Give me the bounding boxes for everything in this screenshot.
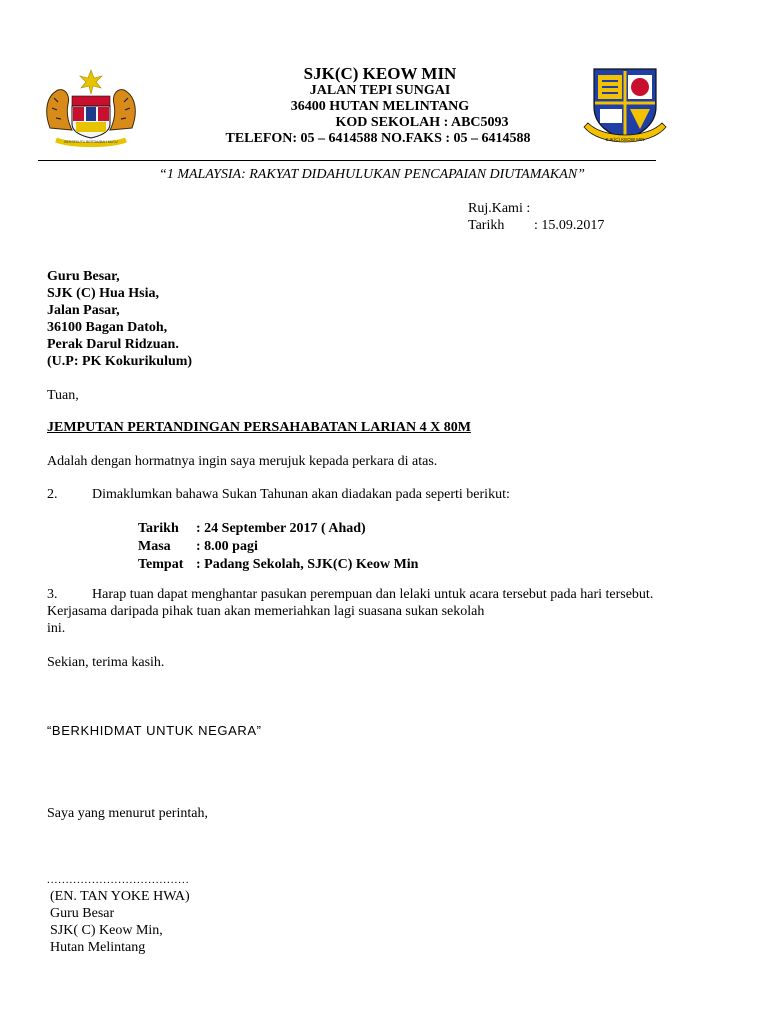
paragraph-3-line3: ini.: [47, 621, 66, 636]
detail-label: Tarikh: [138, 521, 179, 536]
reference-label: Ruj.Kami :: [468, 201, 531, 216]
logo-banner-text: SJK(C) KEOW MIN: [605, 137, 645, 142]
crest-motto-text: BERSEKUTU BERTAMBAH MUTU: [64, 140, 118, 144]
slogan: “1 MALAYSIA: RAKYAT DIDAHULUKAN PENCAPAIAN DIUTAMAKAN”: [159, 167, 585, 182]
recipient-line: 36100 Bagan Datoh,: [47, 320, 168, 335]
paragraph-3-line1: Harap tuan dapat menghantar pasukan perempuan dan lelaki untuk acara tersebut pada hari tersebut.: [92, 587, 654, 602]
school-name: SJK(C) KEOW MIN: [303, 64, 457, 83]
date-label: Tarikh: [468, 218, 505, 233]
school-code: KOD SEKOLAH : ABC5093: [335, 115, 509, 130]
paragraph-3-number: 3.: [47, 587, 58, 602]
phone-fax: TELEFON: 05 – 6414588 NO.FAKS : 05 – 6414588: [225, 131, 531, 146]
sign-off: Saya yang menurut perintah,: [47, 806, 208, 821]
signatory-line: (EN. TAN YOKE HWA): [50, 889, 190, 904]
detail-value: : 8.00 pagi: [196, 539, 258, 554]
event-details: [138, 520, 422, 574]
closing-line: Sekian, terima kasih.: [47, 655, 165, 670]
detail-row: [138, 556, 422, 574]
address-line1: JALAN TEPI SUNGAI: [309, 83, 451, 98]
recipient-line: (U.P: PK Kokurikulum): [47, 354, 193, 369]
paragraph-1: Adalah dengan hormatnya ingin saya merujuk kepada perkara di atas.: [47, 454, 438, 469]
paragraph-2-number: 2.: [47, 487, 58, 502]
detail-label: Tempat: [138, 557, 184, 572]
letter-subject: JEMPUTAN PERTANDINGAN PERSAHABATAN LARIAN 4 X 80M: [47, 420, 471, 435]
date-value: : 15.09.2017: [534, 218, 605, 233]
salutation: Tuan,: [47, 388, 79, 403]
address-line2: 36400 HUTAN MELINTANG: [290, 99, 470, 114]
recipient-line: Perak Darul Ridzuan.: [47, 337, 179, 352]
detail-value: : 24 September 2017 ( Ahad): [196, 521, 366, 536]
detail-value: : Padang Sekolah, SJK(C) Keow Min: [196, 557, 419, 572]
recipient-line: Guru Besar,: [47, 269, 120, 284]
motto: “BERKHIDMAT UNTUK NEGARA”: [47, 723, 262, 738]
malaysia-coat-of-arms-icon: [38, 68, 144, 148]
signatory-line: Hutan Melintang: [50, 940, 146, 955]
signatory-line: SJK( C) Keow Min,: [50, 923, 163, 938]
detail-row: [138, 538, 422, 556]
signatory-line: Guru Besar: [50, 906, 115, 921]
school-logo-icon: [580, 67, 670, 149]
letterhead-divider: [38, 160, 656, 161]
detail-row: [138, 520, 422, 538]
recipient-line: SJK (C) Hua Hsia,: [47, 286, 160, 301]
detail-label: Masa: [138, 539, 171, 554]
paragraph-3-line2: Kerjasama daripada pihak tuan akan memeriahkan lagi suasana sukan sekolah: [47, 604, 485, 619]
recipient-line: Jalan Pasar,: [47, 303, 120, 318]
paragraph-2-text: Dimaklumkan bahawa Sukan Tahunan akan diadakan pada seperti berikut:: [92, 487, 510, 502]
signature-line: ......................................: [47, 874, 190, 886]
